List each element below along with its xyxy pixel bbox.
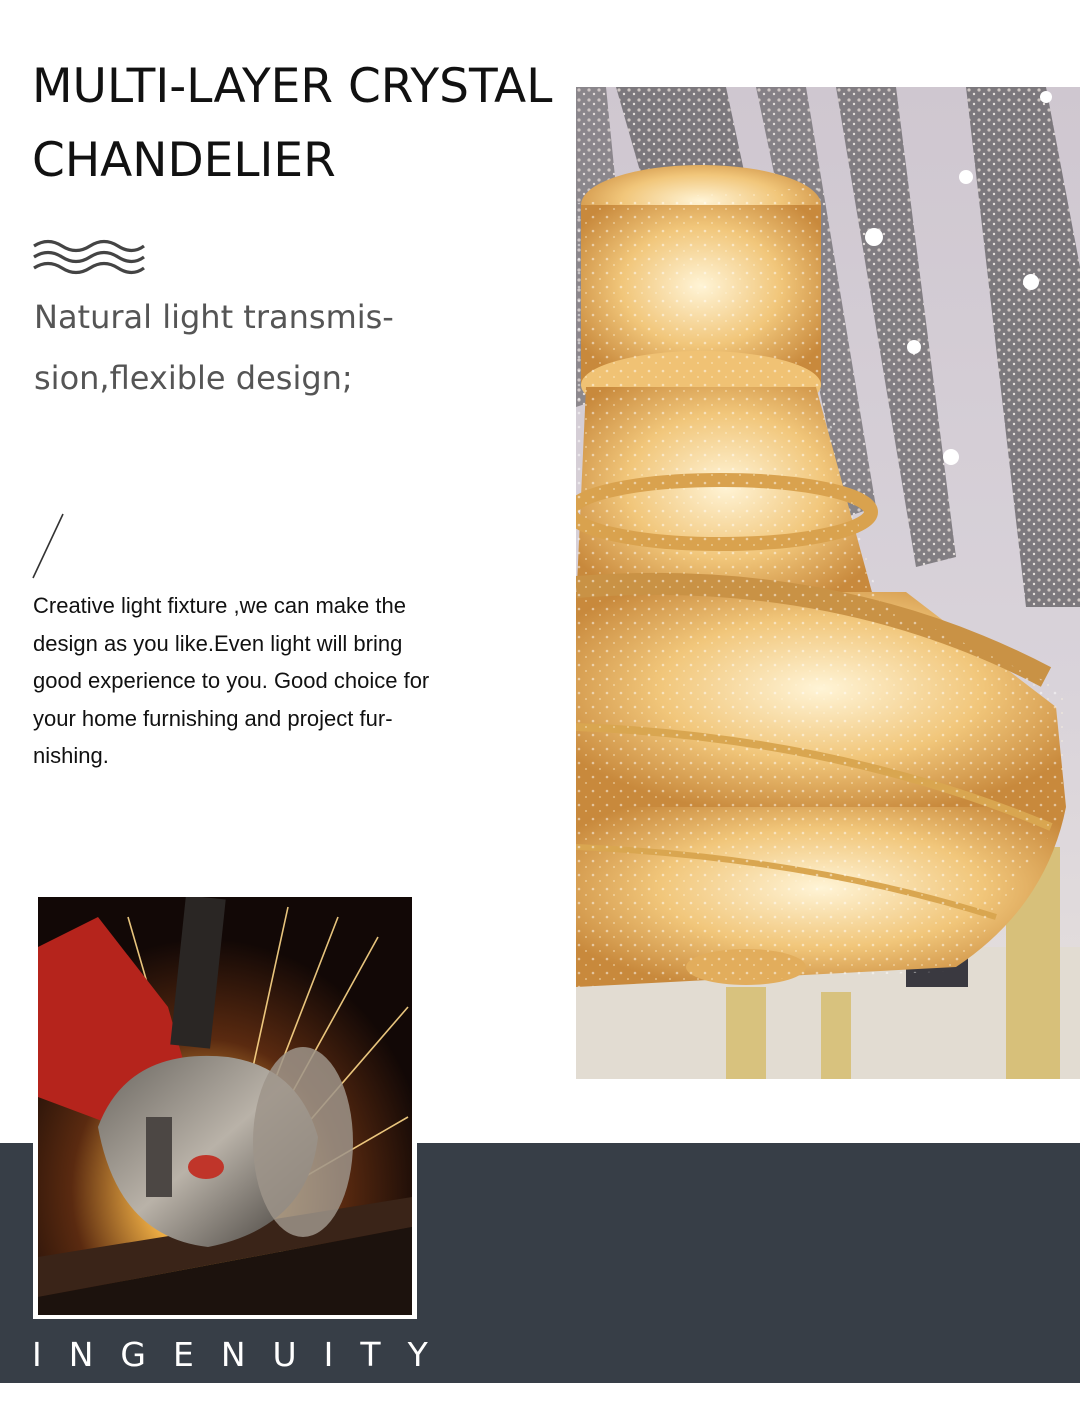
page-title (32, 50, 552, 198)
description-line-1: Creative light fixture ,we can make the (33, 593, 406, 618)
subtitle (34, 287, 454, 409)
description-line-4: your home furnishing and project fur- (33, 705, 393, 731)
title-line-2: CHANDELIER (32, 133, 336, 188)
grinder-image-frame (33, 893, 417, 1319)
wave-lines-icon (32, 238, 146, 278)
slash-icon (30, 512, 66, 580)
description-line-2: design as you like.Even light will bring (33, 630, 403, 656)
description-line-3: good experience to you. Good choice for (33, 668, 430, 693)
grinder-image (38, 897, 412, 1315)
description-line-5: nishing. (33, 743, 109, 768)
title-line-1: MULTI-LAYER CRYSTAL (32, 59, 553, 114)
subtitle-line-1: Natural light transmis- (34, 298, 394, 336)
subtitle-line-2: sion,flexible design; (34, 359, 353, 397)
description (33, 587, 473, 775)
chandelier-image (576, 87, 1080, 1079)
ingenuity-label: INGENUITY (32, 1335, 455, 1374)
